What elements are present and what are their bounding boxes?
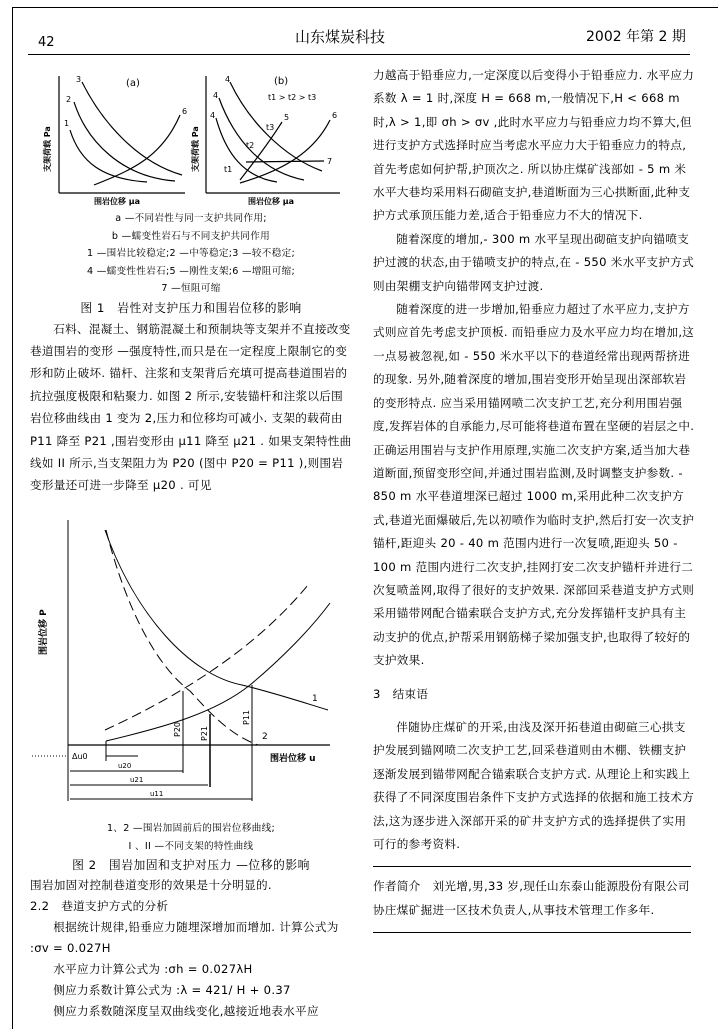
fig1-legend-line: 4 —蠕变性性岩石;5 —刚性支架;6 —增阻可缩; [86,265,296,277]
section-heading-3: 3 结束语 [373,686,429,701]
curve-label: 4 [210,111,216,120]
panel-note: t1 > t2 > t3 [268,93,317,102]
curve-3 [82,82,182,175]
body-paragraph: 围岩加固对控制巷道变形的效果是十分明显的. [30,878,272,892]
y-axis-label: 支架荷载 Pa [191,126,200,172]
curve-label: 1 [312,694,318,704]
curve-label: 4 [225,75,231,84]
figure-1b [190,75,340,206]
y-axis-label: 围岩位移 P [39,609,49,655]
journal-title: 山东煤炭科技 [295,28,386,46]
curve-label: 1 [64,119,70,128]
body-paragraph: 伴随协庄煤矿的开采,由浅及深开拓巷道由砌碹三心拱支护发展到锚网喷二次支护工艺,回采巷道则由木棚、铁棚支护逐渐发展到锚带网配合锚索联合支护方式. 从理论上和实践上获得了不同深度围岩条件下支护方式选择的依据和施工技术方法,这为逐步进入深部开采的矿井支护方式的选择提供了实用可行的参考资料. [373,719,695,851]
figure-1a [42,75,187,206]
curve-5 [240,122,282,180]
curve-label: 2 [66,95,72,104]
curve-2 [74,102,175,181]
vertical-label: P20 [173,721,182,737]
figure-2-title: 图 2 围岩加固和支护对压力 —位移的影响 [72,858,310,872]
left-column-bottom [30,820,352,1022]
time-label: t1 [224,165,233,174]
fig1-legend-line: 7 —恒阻可缩 [161,283,221,294]
formula-horizontal-stress: 水平应力计算公式为 :σh = 0.027λH [53,962,253,976]
curve-label: 4 [213,91,219,100]
y-axis-label: 支架荷载 Pa [43,126,52,172]
issue-label: 2002 年第 2 期 [586,29,686,45]
panel-label: (a) [126,78,140,89]
body-paragraph: 侧应力系数随深度呈双曲线变化,越接近地表水平应 [53,1004,319,1018]
author-bio-text: 刘光增,男,33 岁,现任山东泰山能源股份有限公司协庄煤矿掘进一区技术负责人,从事技术管理工作多年. [373,879,690,917]
header-rule [28,54,690,55]
time-label: t2 [246,141,255,150]
curve-6 [94,115,180,185]
vertical-label: P11 [242,709,251,725]
dim-label: u20 [118,762,132,770]
page-frame-top [12,7,718,8]
curve-1 [105,530,328,710]
page-frame-left [12,7,13,1029]
figure-2 [30,515,352,815]
curve-label: 6 [332,111,338,120]
body-paragraph: 力越高于铅垂应力,一定深度以后变得小于铅垂应力. 水平应力系数 λ = 1 时,深度 H = 668 m,一般情况下,H < 668 m 时,λ > 1,即 σh > σv ,此时水平应力与铅垂应力均不算大,但进行支护方式选择时应当考虑水平应力大于铅垂应力的特点,首先考虑如何护帮,护顶次之. 所以协庄煤矿浅部如 - 5 m 米水平大巷均采用料石砌碹支护,巷道断面为三心拱断面,此种支护方式承顶压能力差,适合于铅垂应力不大的情况下. [373,68,695,223]
figure-1-title: 图 1 岩性对支护压力和围岩位移的影响 [80,300,302,315]
curve-1 [70,130,147,182]
author-bio-label: 作者简介 [373,879,421,894]
page-number: 42 [38,35,55,50]
panel-label: (b) [274,76,289,87]
time-label: t3 [266,123,275,132]
curve-2 [106,530,258,745]
curve-label: 6 [182,107,188,116]
left-column-top [30,210,352,497]
body-paragraph: 随着深度的进一步增加,铅垂应力超过了水平应力,支护方式则应首先考虑支护顶板. 而铅垂应力及水平应力均在增加,这一点易被忽视,如 - 550 米水平以下的巷道经常出现两帮挤进的现象. 另外,随着深度的增加,围岩变形开始呈现出深部软岩的变形特点. 应当采用锚网喷二次支护工艺,充分利用围岩强度,发挥岩体的自承能力,尽可能将巷道布置在坚硬的岩层之中. 正确运用围岩与支护作用原理,实施二次支护方案,适当加大巷道断面,预留变形空间,并通过围岩监测,及时调整支护参数. - 850 m 水平巷道埋深已超过 1000 m,采用此种二次支护方式,巷道光面爆破后,先以初喷作为临时支护,然后打安一次支护锚杆,距迎头 20 - 40 m 范围内进行一次复喷,距迎头 50 - 100 m 范围内进行二次支护,挂网打安二次支护锚杆并进行二次复喷盖网,取得了很好的支护效果. 深部回采巷道支护方式则采用锚带网配合锚索联合支护方式,充分发挥锚杆支护具有主动支护的优点,护帮采用钢筋梯子梁加强支护,也取得了较好的支护效果. [373,302,695,668]
x-axis-label: 围岩位移 μa [94,197,141,206]
support-curve-II [105,585,308,730]
curve-label: 5 [284,113,290,122]
curve-7 [246,161,324,162]
fig1-legend-line: a —不同岩性与同一支护共同作用; [115,213,267,224]
dim-label: Δu0 [72,752,88,761]
dim-label: u21 [130,776,144,784]
curve-label: 3 [76,75,82,84]
fig1-legend-line: b —蠕变性岩石与不同支护共同作用 [111,230,271,242]
x-axis-label: 围岩位移 μa [248,197,295,206]
figure-1 [22,72,352,206]
fig2-legend-line: I 、II —不同支架的特性曲线 [128,840,254,852]
divider [373,866,691,867]
formula-lambda: 侧应力系数计算公式为 :λ = 421/ H + 0.37 [53,983,291,997]
right-column [373,64,695,933]
dim-label: u11 [150,790,164,798]
fig1-legend-line: 1 —围岩比较稳定;2 —中等稳定;3 —较不稳定; [86,248,296,259]
x-axis-label: 围岩位移 u [270,754,316,764]
curve-label: 7 [327,157,333,166]
body-paragraph: 石料、混凝土、钢筋混凝土和预制块等支架并不直接改变巷道围岩的变形 —强度特性,而只是在一定程度上限制它的变形和防止破坏. 锚杆、注浆和支架背后充填可提高巷道围岩的抗拉强度极限和粘聚力. 如图 2 所示,安装锚杆和注浆以后围岩位移曲线由 1 变为 2,压力和位移均可减小. 支架的载荷由 P11 降至 P21 ,围岩变形由 μ11 降至 μ21 . 如果支架特性曲线如 II 所示,当支架阻力为 P20 (图中 P20 = P11 ),则围岩变形量还可进一步降至 μ20 . 可见 [30,321,352,493]
fig2-legend-line: 1、2 —围岩加固前后的围岩位移曲线; [106,823,276,834]
divider [373,932,691,933]
body-paragraph: 随着深度的增加,- 300 m 水平呈现出砌碹支护向锚喷支护过渡的状态,由于锚喷支护的特点,在 - 550 米水平支护方式则由架棚支护向锚带网支护过渡. [373,231,694,293]
vertical-label: P21 [200,725,209,741]
curve-label: 2 [262,732,268,742]
body-paragraph: 根据统计规律,铅垂应力随埋深增加而增加. 计算公式为 :σv = 0.027H [30,920,339,955]
author-bio [373,875,695,922]
section-heading-2-2: 2.2 巷道支护方式的分析 [30,899,169,913]
